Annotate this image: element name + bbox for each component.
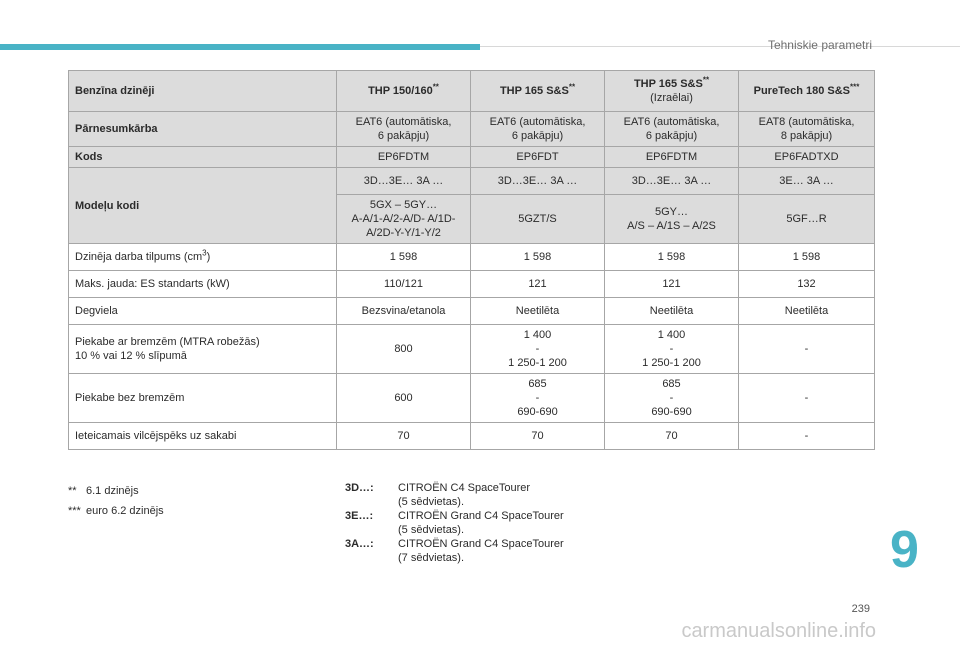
- table-cell: 3E… 3A …: [739, 168, 875, 195]
- table-cell: 3D…3E… 3A …: [471, 168, 605, 195]
- table-cell: 600: [337, 374, 471, 423]
- table-cell: 1 400 - 1 250-1 200: [471, 325, 605, 374]
- table-cell: EAT8 (automātiska, 8 pakāpju): [739, 112, 875, 147]
- header-accent-bar: [0, 44, 480, 50]
- table-header-row: [69, 71, 875, 112]
- header-divider: [480, 46, 960, 47]
- chapter-number: 9: [890, 521, 919, 579]
- table-cell: 3D…3E… 3A …: [337, 168, 471, 195]
- table-row-gearbox: [69, 112, 875, 147]
- table-cell: Neetilēta: [739, 298, 875, 325]
- footnote-item: ** 6.1 dzinējs: [68, 485, 139, 497]
- table-cell: EAT6 (automātiska, 6 pakāpju): [471, 112, 605, 147]
- footnotes: [68, 481, 164, 521]
- table-cell: EAT6 (automātiska, 6 pakāpju): [337, 112, 471, 147]
- table-row-nose-weight: [69, 423, 875, 450]
- table-cell: 800: [337, 325, 471, 374]
- row-label: Piekabe bez bremzēm: [69, 374, 337, 423]
- table-cell: 5GZT/S: [471, 195, 605, 244]
- header-col-4: PureTech 180 S&S***: [739, 71, 875, 112]
- table-cell: Neetilēta: [471, 298, 605, 325]
- row-label: Degviela: [69, 298, 337, 325]
- watermark: carmanualsonline.info: [681, 620, 876, 642]
- row-label: Ieteicamais vilcējspēks uz sakabi: [69, 423, 337, 450]
- page-number: 239: [851, 603, 870, 615]
- row-label: Pārnesumkārba: [69, 112, 337, 147]
- header-label: Benzīna dzinēji: [69, 71, 337, 112]
- table-cell: 5GX – 5GY… A-A/1-A/2-A/D- A/1D- A/2D-Y-Y/1-Y/2: [337, 195, 471, 244]
- table-cell: 5GY… A/S – A/1S – A/2S: [605, 195, 739, 244]
- table-row-displacement: [69, 244, 875, 271]
- model-code-legend: [345, 481, 564, 565]
- table-cell: 110/121: [337, 271, 471, 298]
- table-cell: 1 400 - 1 250-1 200: [605, 325, 739, 374]
- table-cell: -: [739, 325, 875, 374]
- table-cell: -: [739, 374, 875, 423]
- table-cell: 5GF…R: [739, 195, 875, 244]
- table-row-braked-trailer: [69, 325, 875, 374]
- table-cell: EP6FDT: [471, 147, 605, 168]
- table-cell: EP6FDTM: [605, 147, 739, 168]
- table-cell: 121: [605, 271, 739, 298]
- table-cell: 685 - 690-690: [605, 374, 739, 423]
- table-row-code: [69, 147, 875, 168]
- table-row-power: [69, 271, 875, 298]
- table-cell: 70: [337, 423, 471, 450]
- row-label: Maks. jauda: ES standarts (kW): [69, 271, 337, 298]
- table-row-model-codes: [69, 168, 875, 195]
- table-cell: -: [739, 423, 875, 450]
- legend-item: 3A…: CITROËN Grand C4 SpaceTourer (7 sēdvietas).: [345, 538, 564, 564]
- table-cell: 132: [739, 271, 875, 298]
- header-col-3: THP 165 S&S** (Izraēlai): [605, 71, 739, 112]
- table-cell: 121: [471, 271, 605, 298]
- table-cell: 3D…3E… 3A …: [605, 168, 739, 195]
- table-cell: 1 598: [337, 244, 471, 271]
- row-label: Kods: [69, 147, 337, 168]
- table-cell: Neetilēta: [605, 298, 739, 325]
- table-cell: Bezsvina/etanola: [337, 298, 471, 325]
- table-cell: EAT6 (automātiska, 6 pakāpju): [605, 112, 739, 147]
- legend-item: 3E…: CITROËN Grand C4 SpaceTourer (5 sēdvietas).: [345, 510, 564, 536]
- table-cell: 1 598: [471, 244, 605, 271]
- legend-item: 3D…: CITROËN C4 SpaceTourer (5 sēdvietas).: [345, 482, 531, 508]
- table-cell: 70: [605, 423, 739, 450]
- row-label: Modeļu kodi: [69, 168, 337, 244]
- table-cell: EP6FADTXD: [739, 147, 875, 168]
- engine-spec-table: [68, 70, 875, 450]
- section-title: Tehniskie parametri: [767, 38, 872, 52]
- table-cell: 1 598: [605, 244, 739, 271]
- table-cell: 1 598: [739, 244, 875, 271]
- table-cell: EP6FDTM: [337, 147, 471, 168]
- footnote-item: *** euro 6.2 dzinējs: [68, 505, 164, 517]
- table-cell: 685 - 690-690: [471, 374, 605, 423]
- table-row-fuel: [69, 298, 875, 325]
- table-row-unbraked-trailer: [69, 374, 875, 423]
- table-cell: 70: [471, 423, 605, 450]
- header-col-1: THP 150/160**: [337, 71, 471, 112]
- header-col-2: THP 165 S&S**: [471, 71, 605, 112]
- row-label: Piekabe ar bremzēm (MTRA robežās) 10 % vai 12 % slīpumā: [69, 325, 337, 374]
- row-label: Dzinēja darba tilpums $(cm^3)$: [69, 244, 337, 271]
